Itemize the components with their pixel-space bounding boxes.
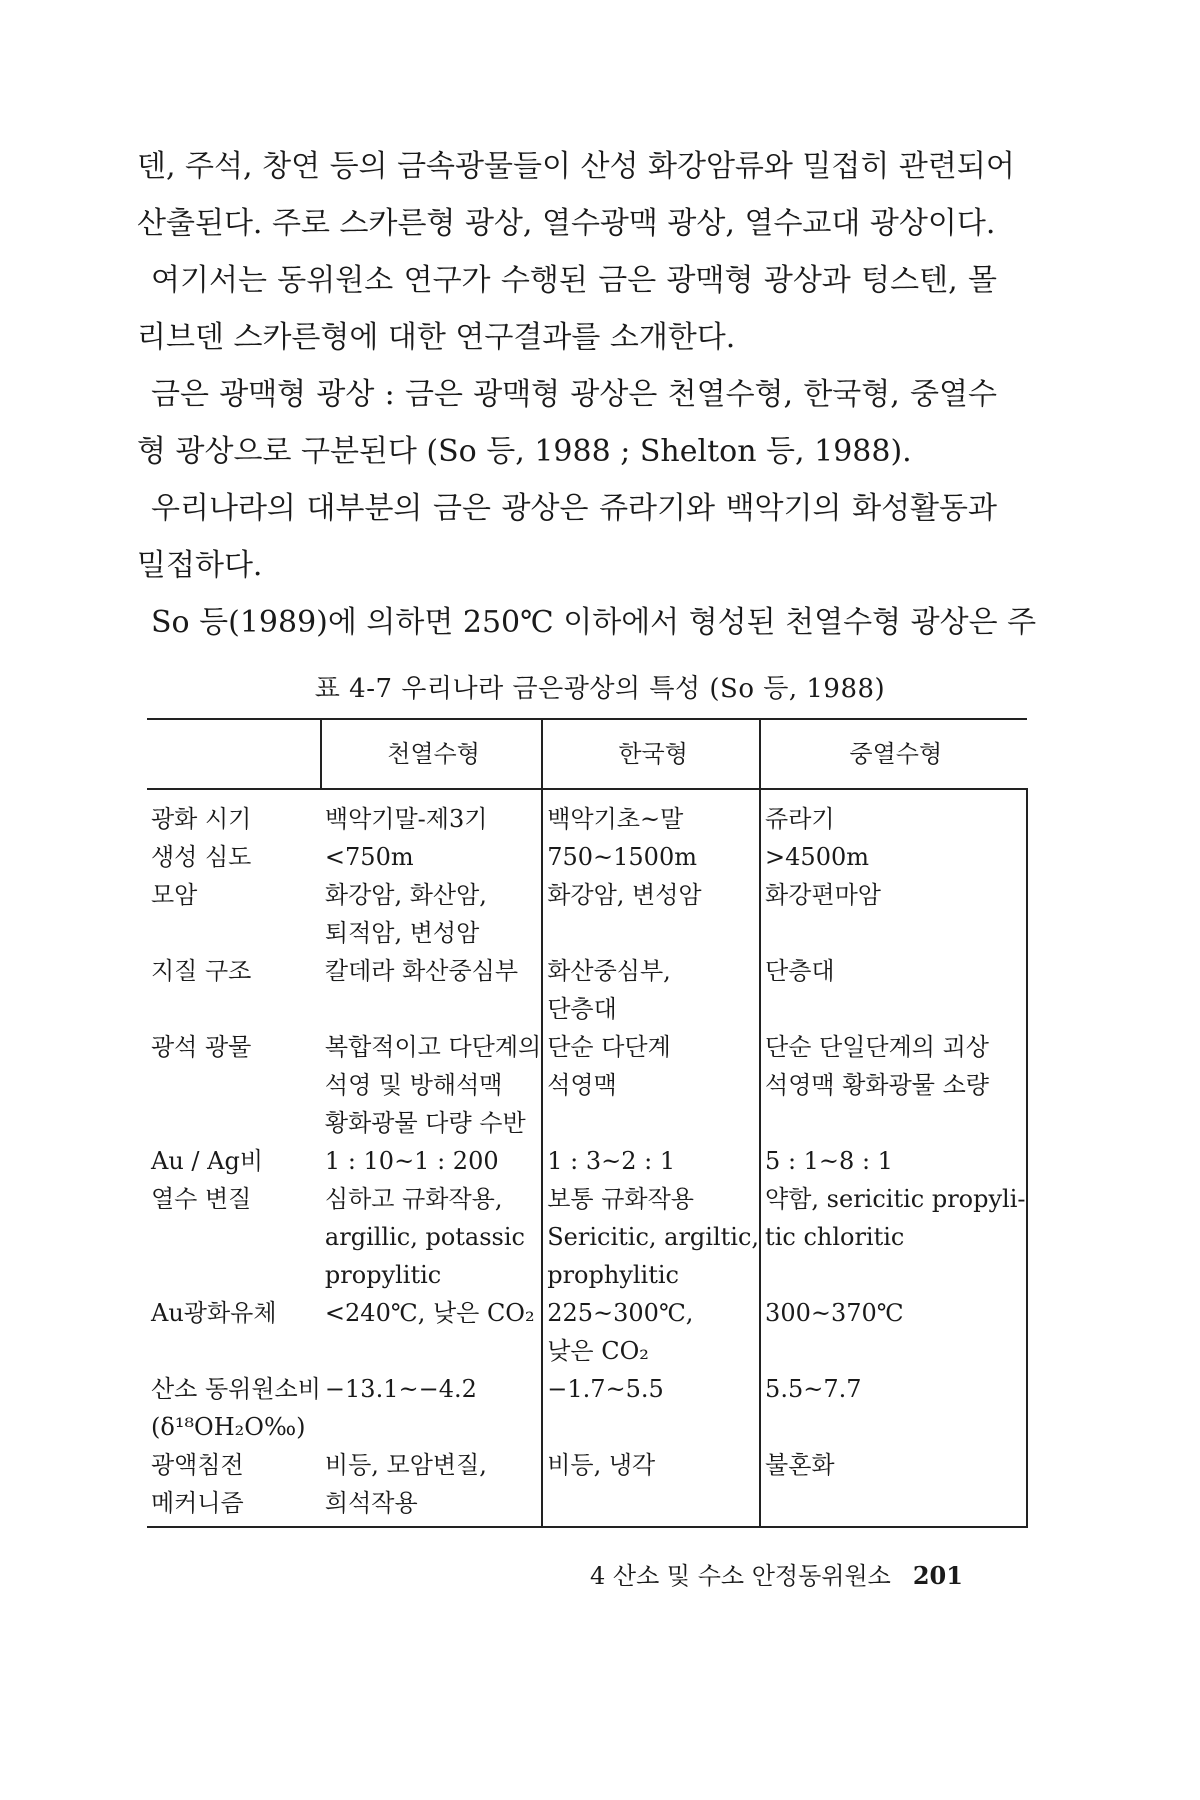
cell-text: 석영 및 방해석맥 xyxy=(324,1071,503,1099)
table-row xyxy=(147,1446,1027,1527)
cell-text: 쥬라기 xyxy=(765,805,835,833)
cell-text: 화강암, 변성암 xyxy=(547,881,702,909)
cell-text: 광석 광물 xyxy=(151,1033,252,1061)
cell-text: tic chloritic xyxy=(765,1223,905,1251)
table-cell xyxy=(760,789,1026,838)
text-line: 여기서는 동위원소 연구가 수행된 금은 광맥형 광상과 텅스텐, 몰 xyxy=(151,263,997,298)
cell-text: argillic, potassic xyxy=(324,1223,525,1251)
cell-text: 광화 시기 xyxy=(151,805,252,833)
table-row xyxy=(147,1294,1027,1370)
cell-text: 화산중심부, xyxy=(547,957,671,985)
row-label-cell xyxy=(147,1294,321,1370)
table-cell xyxy=(542,1180,760,1294)
cell-text: 황화광물 다량 수반 xyxy=(324,1109,526,1137)
cell-text: Sericitic, argiltic, xyxy=(547,1223,760,1251)
table-cell xyxy=(542,1028,760,1142)
cell-text: 산소 동위원소비 xyxy=(151,1375,321,1403)
cell-text: 백악기말-제3기 xyxy=(324,805,488,833)
page-footer xyxy=(590,1556,963,1591)
cell-text: 열수 변질 xyxy=(151,1185,252,1213)
cell-text: 단순 다단계 xyxy=(547,1033,671,1061)
table-cell xyxy=(321,789,542,838)
table-cell xyxy=(321,1446,542,1527)
table-cell xyxy=(542,876,760,952)
cell-text: <240℃, 낮은 CO₂ xyxy=(324,1299,535,1327)
cell-text: 낮은 CO₂ xyxy=(547,1337,649,1365)
cell-text: 칼데라 화산중심부 xyxy=(324,957,519,985)
running-title: 4 산소 및 수소 안정동위원소 xyxy=(590,1562,891,1590)
table-cell xyxy=(542,838,760,876)
table-cell xyxy=(760,1370,1026,1446)
table-cell xyxy=(760,1294,1026,1370)
table-cell xyxy=(321,1142,542,1180)
table-header-cell: 천열수형 xyxy=(321,719,542,789)
characteristics-table xyxy=(147,718,1028,1528)
cell-text: 생성 심도 xyxy=(151,843,252,871)
table-cell xyxy=(321,1180,542,1294)
cell-text: 화강암, 화산암, xyxy=(324,881,487,909)
cell-text: 모암 xyxy=(151,881,198,909)
table-header-row xyxy=(147,719,1027,789)
cell-text: prophylitic xyxy=(547,1261,679,1289)
cell-text: 5 : 1~8 : 1 xyxy=(765,1147,893,1175)
table-row xyxy=(147,952,1027,1028)
text-line: 금은 광맥형 광상 : 금은 광맥형 광상은 천열수형, 한국형, 중열수 xyxy=(151,377,997,412)
table-cell xyxy=(542,1142,760,1180)
cell-text: <750m xyxy=(324,843,414,871)
row-label-cell xyxy=(147,1180,321,1294)
cell-text: Au광화유체 xyxy=(151,1299,277,1327)
cell-text: 1 : 3~2 : 1 xyxy=(547,1147,676,1175)
cell-text: 225~300℃, xyxy=(547,1299,694,1327)
text-line: 리브덴 스카른형에 대한 연구결과를 소개한다. xyxy=(137,320,736,355)
table-row xyxy=(147,838,1027,876)
cell-text: Au / Ag비 xyxy=(151,1147,264,1175)
cell-text: propylitic xyxy=(324,1261,442,1289)
table-cell xyxy=(321,1370,542,1446)
cell-text: 복합적이고 다단계의 xyxy=(324,1033,542,1061)
table-cell xyxy=(542,1294,760,1370)
cell-text: −1.7~5.5 xyxy=(547,1375,664,1403)
row-label-cell xyxy=(147,789,321,838)
cell-text: 300~370℃ xyxy=(765,1299,904,1327)
text-line: 우리나라의 대부분의 금은 광상은 쥬라기와 백악기의 화성활동과 xyxy=(151,491,997,526)
table-cell xyxy=(760,876,1026,952)
cell-text: 심하고 규화작용, xyxy=(324,1185,503,1213)
table-cell xyxy=(321,1028,542,1142)
body-text xyxy=(137,138,1037,651)
table-cell xyxy=(321,876,542,952)
row-label-cell xyxy=(147,1370,321,1446)
cell-text: 퇴적암, 변성암 xyxy=(324,919,480,947)
table-header-cell: 한국형 xyxy=(542,719,760,789)
table-cell xyxy=(321,1294,542,1370)
table-cell xyxy=(542,1370,760,1446)
text-line: 산출된다. 주로 스카른형 광상, 열수광맥 광상, 열수교대 광상이다. xyxy=(137,206,996,241)
table-row xyxy=(147,1028,1027,1142)
cell-text: (δ¹⁸OH₂O‰) xyxy=(151,1413,306,1441)
cell-text: 희석작용 xyxy=(324,1489,418,1517)
table-cell xyxy=(760,838,1026,876)
table-cell xyxy=(760,952,1026,1028)
table-cell xyxy=(542,789,760,838)
cell-text: 지질 구조 xyxy=(151,957,252,985)
cell-text: 비등, 냉각 xyxy=(547,1451,656,1479)
text-line: 형 광상으로 구분된다 (So 등, 1988 ; Shelton 등, 1988). xyxy=(137,434,912,469)
table-row xyxy=(147,789,1027,838)
table-cell xyxy=(542,952,760,1028)
cell-text: 약함, sericitic propyli- xyxy=(765,1185,1026,1213)
table-row xyxy=(147,876,1027,952)
cell-text: 화강편마암 xyxy=(765,881,881,909)
cell-text: 750~1500m xyxy=(547,843,697,871)
table-caption: 표 4-7 우리나라 금은광상의 특성 (So 등, 1988) xyxy=(314,674,886,704)
table-cell xyxy=(760,1142,1026,1180)
row-label-cell xyxy=(147,838,321,876)
text-line: 덴, 주석, 창연 등의 금속광물들이 산성 화강암류와 밀접히 관련되어 xyxy=(137,149,1015,184)
cell-text: 비등, 모암변질, xyxy=(324,1451,487,1479)
cell-text: >4500m xyxy=(765,843,869,871)
cell-text: 단층대 xyxy=(547,995,617,1023)
row-label-cell xyxy=(147,952,321,1028)
cell-text: 불혼화 xyxy=(765,1451,835,1479)
cell-text: 단순 단일단계의 괴상 xyxy=(765,1033,989,1061)
row-label-cell xyxy=(147,1028,321,1142)
cell-text: 석영맥 황화광물 소량 xyxy=(765,1071,989,1099)
table-cell xyxy=(542,1446,760,1527)
table-row xyxy=(147,1370,1027,1446)
table-header-cell xyxy=(147,719,321,789)
cell-text: 5.5~7.7 xyxy=(765,1375,862,1403)
page-number: 201 xyxy=(912,1561,963,1590)
text-line: So 등(1989)에 의하면 250℃ 이하에서 형성된 천열수형 광상은 주 xyxy=(151,605,1037,640)
table-cell xyxy=(760,1180,1026,1294)
cell-text: 1 : 10~1 : 200 xyxy=(324,1147,499,1175)
table-header-cell: 중열수형 xyxy=(760,719,1026,789)
cell-text: 보통 규화작용 xyxy=(547,1185,694,1213)
cell-text: 메커니즘 xyxy=(151,1489,244,1517)
cell-text: 단층대 xyxy=(765,957,835,985)
table-row xyxy=(147,1180,1027,1294)
row-label-cell xyxy=(147,1446,321,1527)
cell-text: 광액침전 xyxy=(151,1451,244,1479)
cell-text: 석영맥 xyxy=(547,1071,617,1099)
table-cell xyxy=(321,838,542,876)
text-line: 밀접하다. xyxy=(137,548,263,583)
table-cell xyxy=(760,1028,1026,1142)
table-row xyxy=(147,1142,1027,1180)
row-label-cell xyxy=(147,876,321,952)
cell-text: −13.1~−4.2 xyxy=(324,1375,477,1403)
row-label-cell xyxy=(147,1142,321,1180)
cell-text: 백악기초~말 xyxy=(547,805,684,833)
table-cell xyxy=(760,1446,1026,1527)
table-cell xyxy=(321,952,542,1028)
